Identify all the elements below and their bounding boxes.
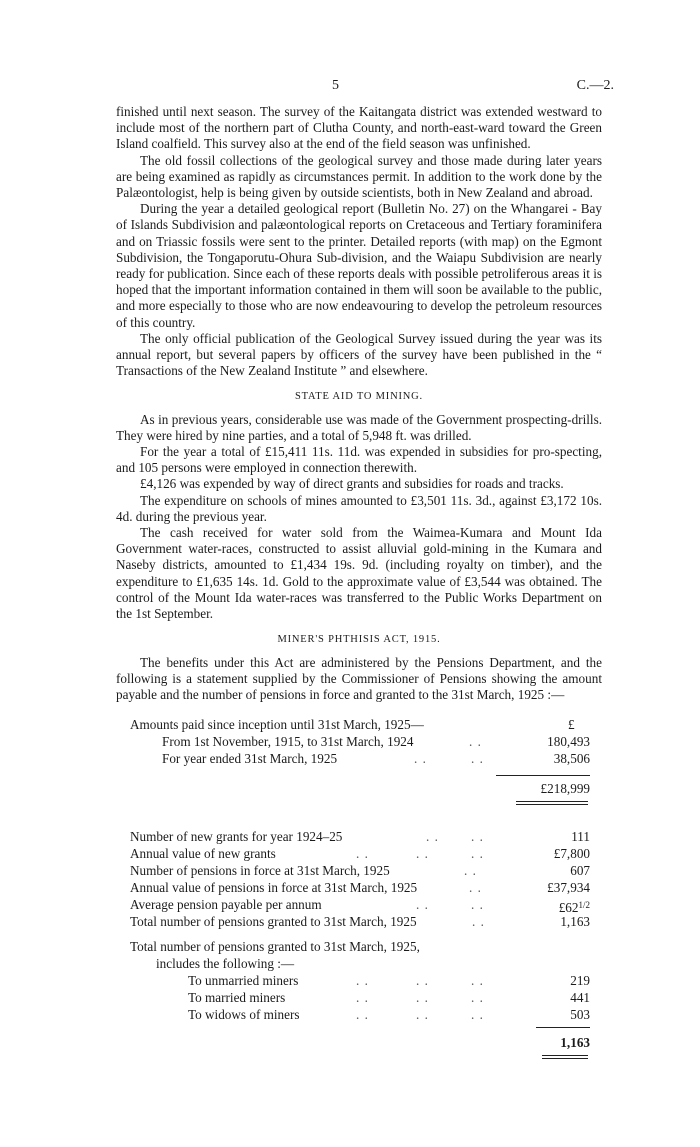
paragraph-prospecting-drills: As in previous years, considerable use was made of the Government prospecting-drills. They were hired by nine parties, and a total of 5,948 ft. was drilled. — [116, 411, 602, 443]
main-text — [116, 104, 602, 1134]
subtotal-rule — [496, 775, 590, 776]
ledger-row — [116, 734, 602, 750]
paragraph-publications: The only official publication of the Geological Survey issued during the year was its annual report, but several papers by officers of the survey have been published in the “ Transactions of the New Zealand Institute ” and elsewhere. — [116, 330, 602, 379]
stat-label: Annual value of pensions in force at 31st March, 1925 — [130, 880, 418, 896]
paragraph-geological-reports: During the year a detailed geological report (Bulletin No. 27) on the Whangarei - Bay of Islands Subdivision and palæontological reports on Cretaceous and Tertiary foraminifera and on Triassic fossils were sent to the printer. Detailed reports (with map) on the Egmont Subdivision, the Tongaporutu-Ohura Sub-division, and the Waiapu Subdivision are nearly ready for publication. Since each of these reports deals with possible petroliferous areas it is hoped that the important information contained in them will soon be available to the public, and more especially to those who are now endeavouring to develop the petroleum resources of this country. — [116, 201, 602, 330]
breakdown-row — [116, 1007, 602, 1023]
leader-dots: . . — [426, 829, 439, 845]
page-header — [0, 78, 700, 98]
page-number: 5 — [332, 78, 339, 93]
stats-row — [116, 914, 602, 930]
currency-symbol: £ — [568, 717, 575, 733]
leader-dots: . . — [471, 1007, 484, 1023]
section-heading-state-aid: STATE AID TO MINING. — [295, 391, 423, 403]
leader-dots: . . — [471, 897, 484, 913]
total-rule — [516, 804, 588, 805]
paragraph-schools-of-mines: The expenditure on schools of mines amounted to £3,501 11s. 3d., against £3,172 10s. 4d. during the previous year. — [116, 492, 602, 524]
breakdown-row — [116, 990, 602, 1006]
leader-dots: . . — [356, 990, 369, 1006]
ledger-total: £218,999 — [540, 781, 590, 797]
stat-label: Annual value of new grants — [130, 846, 276, 862]
stat-value: 1,163 — [560, 914, 590, 930]
leader-dots: . . — [416, 897, 429, 913]
stats-row — [116, 880, 602, 896]
stats-row — [116, 829, 602, 845]
breakdown-total-row — [116, 1035, 602, 1051]
stat-label: Number of pensions in force at 31st March, 1925 — [130, 863, 390, 879]
stat-label: Number of new grants for year 1924–25 — [130, 829, 343, 845]
stat-value: £37,934 — [547, 880, 590, 896]
breakdown-heading: Total number of pensions granted to 31st March, 1925, — [130, 939, 420, 955]
ledger-row — [116, 751, 602, 767]
stat-value: 607 — [570, 863, 590, 879]
leader-dots: . . — [356, 846, 369, 862]
paragraph-prospecting-subsidies: For the year a total of £15,411 11s. 11d. was expended in subsidies for pro-specting, and 105 persons were employed in connection therewith. — [116, 444, 602, 476]
breakdown-subheading-row — [116, 956, 602, 972]
paragraph-fossil-collections: The old fossil collections of the geological survey and those made during later years are being examined as rapidly as circumstances permit. In addition to the work done by the Palæontologist, help is being given by outside scientists, both in New Zealand and abroad. — [116, 152, 602, 201]
breakdown-value: 441 — [570, 990, 590, 1006]
paragraph-survey-kaitangata: finished until next season. The survey of the Kaitangata district was extended westward to include most of the northern part of Clutha County, and north-east-ward toward the Green Island coalfield. This survey also at the end of the field season was unfinished. — [116, 104, 602, 152]
leader-dots: . . — [469, 734, 482, 750]
leader-dots: . . — [356, 973, 369, 989]
leader-dots: . . — [471, 846, 484, 862]
amounts-heading-row — [116, 717, 602, 733]
leader-dots: . . — [471, 751, 484, 767]
stats-row — [116, 863, 602, 879]
leader-dots: . . — [469, 880, 482, 896]
document-reference: C.—2. — [576, 78, 614, 93]
section-heading-miners-phthisis: MINER'S PHTHISIS ACT, 1915. — [277, 634, 441, 646]
leader-dots: . . — [472, 914, 485, 930]
leader-dots: . . — [416, 1007, 429, 1023]
leader-dots: . . — [356, 1007, 369, 1023]
breakdown-row — [116, 973, 602, 989]
leader-dots: . . — [471, 990, 484, 1006]
breakdown-total-rule — [542, 1058, 588, 1059]
ledger-label: From 1st November, 1915, to 31st March, 1924 — [162, 734, 414, 750]
stat-value: 111 — [571, 829, 590, 845]
total-rule — [516, 801, 588, 802]
pensions-statement — [116, 709, 602, 1134]
paragraph-water-races: The cash received for water sold from the Waimea-Kumara and Mount Ida Government water-races, constructed to assist alluvial gold-mining in the Kumara and Naseby districts, amounted to £1,434 19s. 9d. (including royalty on timber), and the expenditure to £1,635 14s. 1d. Gold to the approximate value of £3,544 was obtained. The control of the Mount Ida water-races was transferred to the Public Works Department on the 1st September. — [116, 525, 602, 622]
ledger-value: 180,493 — [547, 734, 590, 750]
leader-dots: . . — [464, 863, 477, 879]
leader-dots: . . — [471, 973, 484, 989]
breakdown-total: 1,163 — [560, 1035, 590, 1051]
stat-value-fraction: 1/2 — [578, 900, 590, 911]
ledger-value: 38,506 — [553, 751, 590, 767]
breakdown-total-rule — [542, 1055, 588, 1056]
leader-dots: . . — [416, 846, 429, 862]
stats-row — [116, 897, 602, 916]
leader-dots: . . — [414, 751, 427, 767]
ledger-total-row — [116, 781, 602, 797]
stat-value: £7,800 — [553, 846, 590, 862]
breakdown-label: To widows of miners — [188, 1007, 300, 1023]
stat-value-whole: £62 — [558, 900, 579, 916]
paragraph-roads-tracks: £4,126 was expended by way of direct grants and subsidies for roads and tracks. — [140, 476, 564, 492]
breakdown-value: 503 — [570, 1007, 590, 1023]
breakdown-label: To unmarried miners — [188, 973, 299, 989]
leader-dots: . . — [416, 990, 429, 1006]
leader-dots: . . — [471, 829, 484, 845]
amounts-heading: Amounts paid since inception until 31st March, 1925— — [130, 717, 424, 733]
breakdown-subheading: includes the following :— — [156, 956, 295, 972]
ledger-label: For year ended 31st March, 1925 — [162, 751, 338, 767]
breakdown-value: 219 — [570, 973, 590, 989]
stats-row — [116, 846, 602, 862]
breakdown-label: To married miners — [188, 990, 286, 1006]
stat-label: Average pension payable per annum — [130, 897, 322, 913]
stat-label: Total number of pensions granted to 31st March, 1925 — [130, 914, 417, 930]
leader-dots: . . — [416, 973, 429, 989]
breakdown-heading-row — [116, 939, 602, 955]
breakdown-subtotal-rule — [536, 1027, 590, 1028]
paragraph-pensions-intro: The benefits under this Act are administered by the Pensions Department, and the following is a statement supplied by the Commissioner of Pensions showing the amount payable and the number of pensions in force and granted to the 31st March, 1925 :— — [116, 654, 602, 702]
